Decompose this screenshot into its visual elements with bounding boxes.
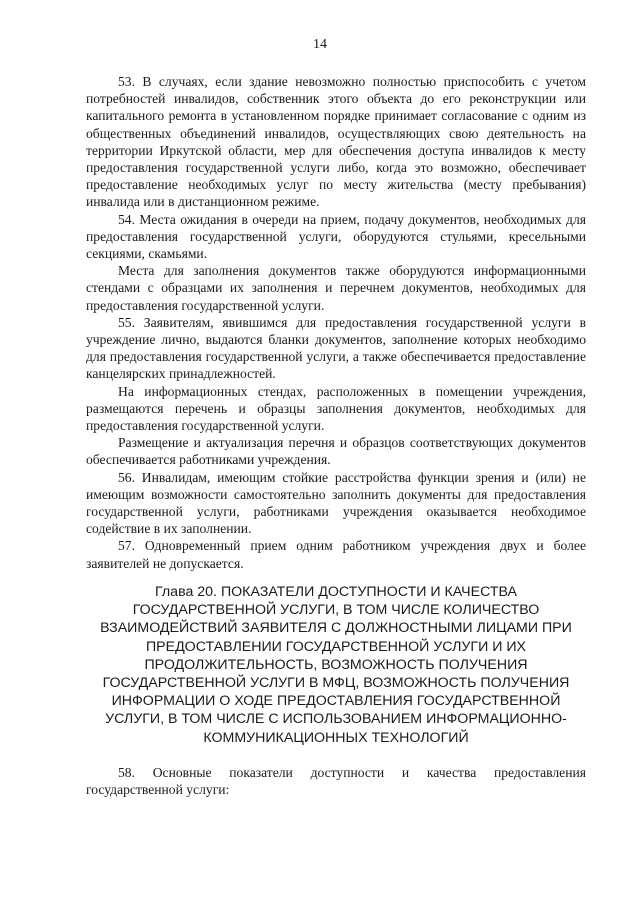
chapter-heading: Глава 20. ПОКАЗАТЕЛИ ДОСТУПНОСТИ И КАЧЕСТВА ГОСУДАРСТВЕННОЙ УСЛУГИ, В ТОМ ЧИСЛЕ КОЛИЧЕСТВО ВЗАИМОДЕЙСТВИЙ ЗАЯВИТЕЛЯ С ДОЛЖНОСТНЫМИ ЛИЦАМИ ПРИ ПРЕДОСТАВЛЕНИИ ГОСУДАРСТВЕННОЙ УСЛУГИ И ИХ ПРОДОЛЖИТЕЛЬНОСТЬ, ВОЗМОЖНОСТЬ ПОЛУЧЕНИЯ ГОСУДАРСТВЕННОЙ УСЛУГИ В МФЦ, ВОЗМОЖНОСТЬ ПОЛУЧЕНИЯ ИНФОРМАЦИИ О ХОДЕ ПРЕДОСТАВЛЕНИЯ ГОСУДАРСТВЕННОЙ УСЛУГИ, В ТОМ ЧИСЛЕ С ИСПОЛЬЗОВАНИЕМ ИНФОРМАЦИОННО-КОММУНИКАЦИОННЫХ ТЕХНОЛОГИЙ [100,584,572,746]
paragraph-54-stands: Места для заполнения документов также оборудуются информационными стендами с образцами их заполнения и перечнем документов, необходимых для предоставления государственной услуги. [86,263,586,313]
paragraph-56: 56. Инвалидам, имеющим стойкие расстройства функции зрения и (или) не имеющим возможности самостоятельно заполнить документы для предоставления государственной услуги, работниками учреждения оказывается необходимое содействие в их заполнении. [86,469,586,537]
document-body [86,73,586,572]
page-number: 14 [313,37,327,52]
paragraph-54: 54. Места ожидания в очереди на прием, подачу документов, необходимых для предоставления государственной услуги, оборудуются стульями, кресельными секциями, скамьями. [86,211,586,262]
paragraph-55-updates: Размещение и актуализация перечня и образцов соответствующих документов обеспечивается работниками учреждения. [86,435,586,468]
paragraph-57: 57. Одновременный прием одним работником учреждения двух и более заявителей не допускается. [86,538,586,571]
paragraph-55-stands: На информационных стендах, расположенных в помещении учреждения, размещаются перечень и образцы заполнения документов, необходимых для предоставления государственной услуги. [86,383,586,434]
paragraph-53: 53. В случаях, если здание невозможно полностью приспособить с учетом потребностей инвалидов, собственник этого объекта до его реконструкции или капитального ремонта в установленном порядке принимает согласование с одним из общественных объединений инвалидов, осуществляющих свою деятельность на территории Иркутской области, мер для обеспечения доступа инвалидов к месту предоставления государственной услуги либо, когда это возможно, обеспечивает предоставление необходимых услуг по месту жительства (месту пребывания) инвалида или в дистанционном режиме. [86,74,586,210]
paragraph-58: 58. Основные показатели доступности и качества предоставления государственной услуги: [86,765,586,798]
document-tail [86,764,586,798]
paragraph-55: 55. Заявителям, явившимся для предоставления государственной услуги в учреждение лично, выдаются бланки документов, заполнение которых необходимо для предоставления государственной услуги, а также обеспечивается предоставление канцелярских принадлежностей. [86,314,586,382]
